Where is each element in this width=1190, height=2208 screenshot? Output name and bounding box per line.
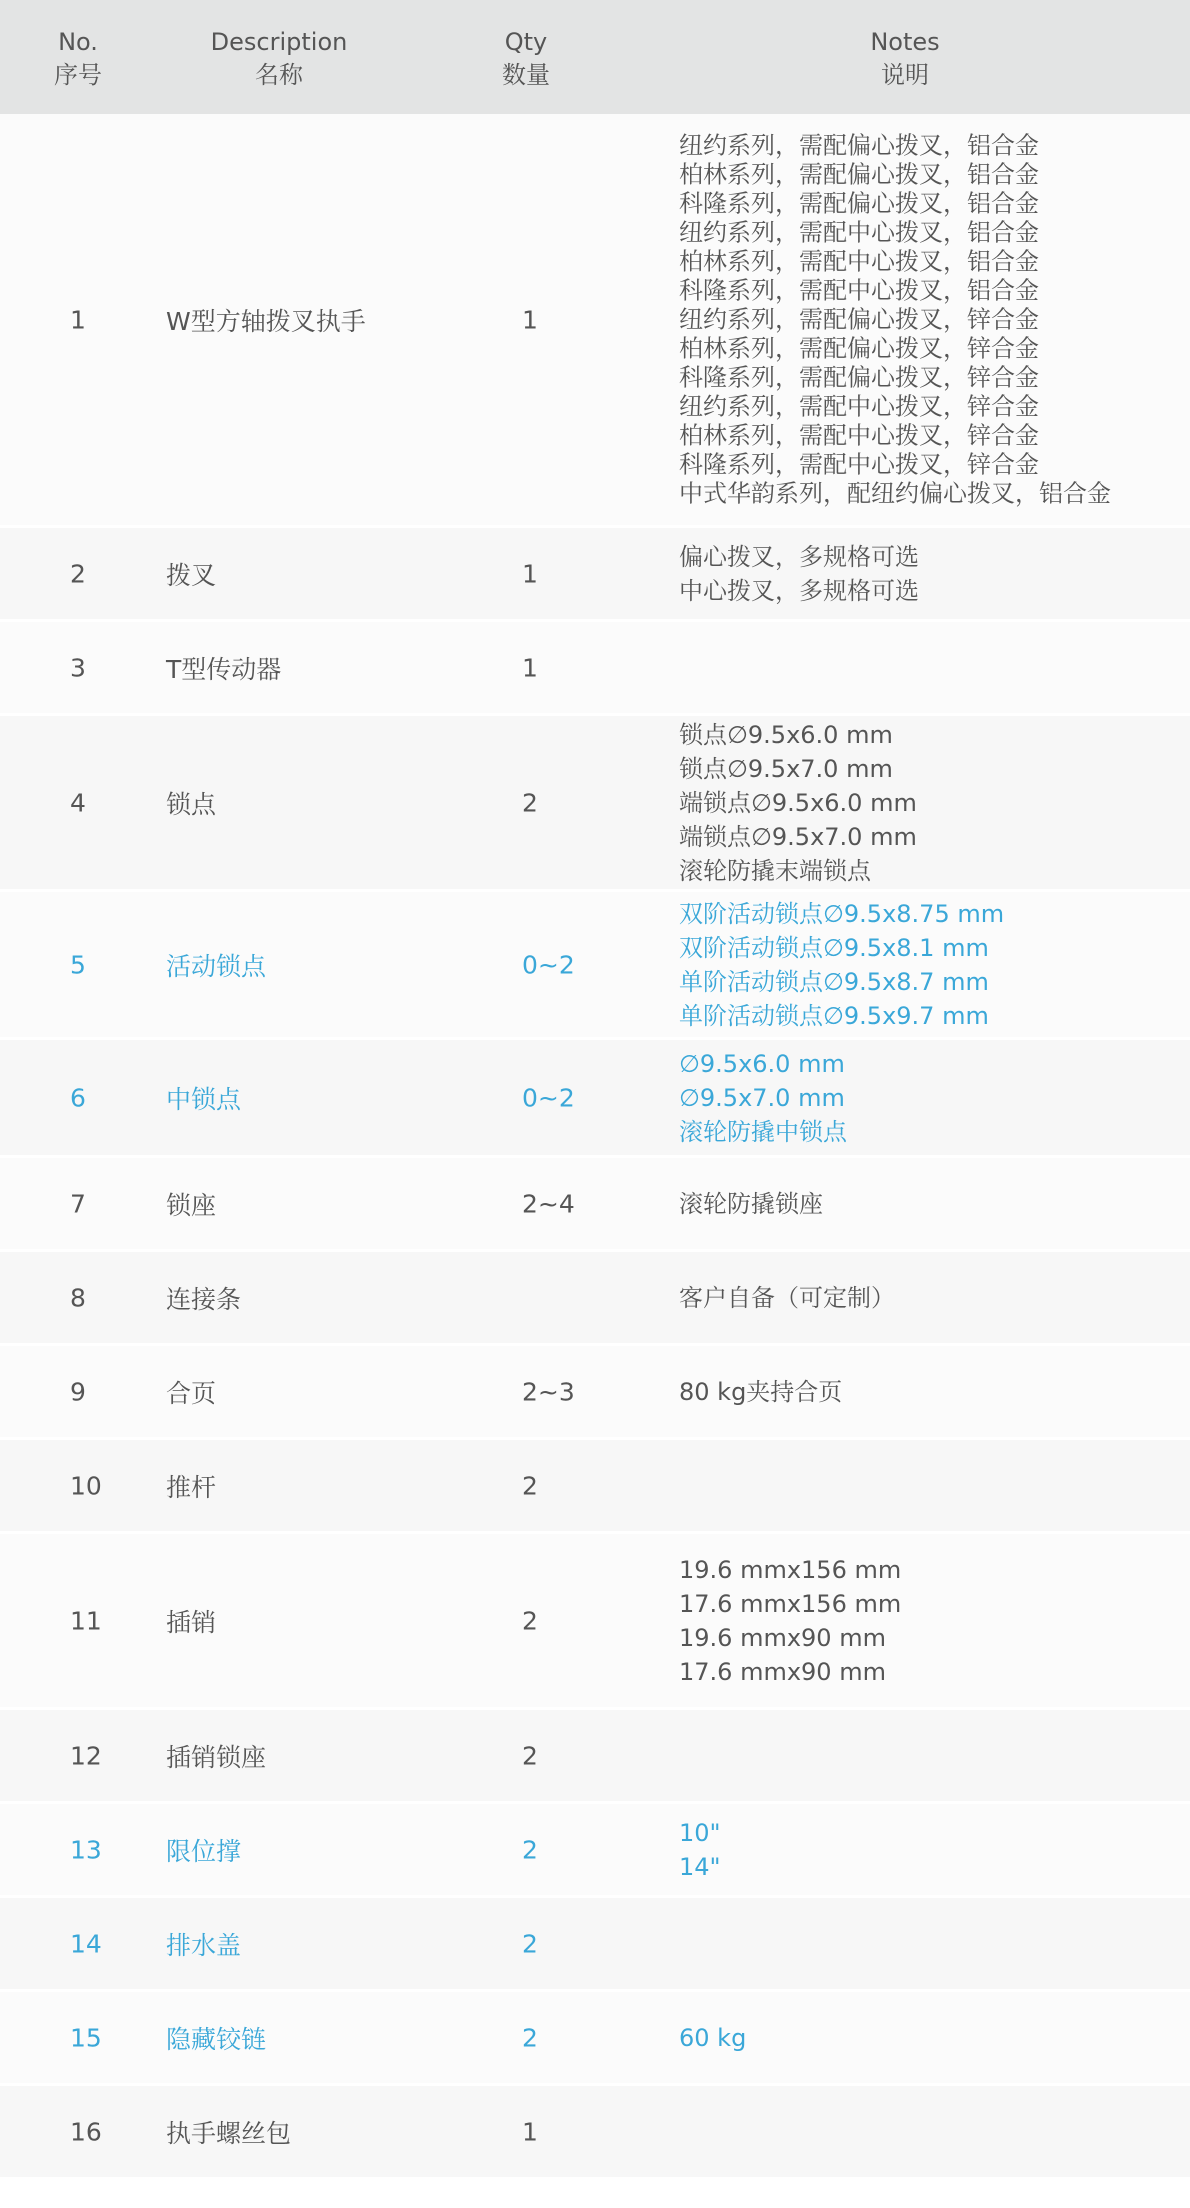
note-line: 科隆系列，需配中心拨叉，铝合金 (679, 276, 1039, 304)
header-no-en: No. (58, 28, 98, 56)
row-quantity: 2~4 (522, 1189, 575, 1218)
table-body (0, 114, 1190, 2180)
table-row (0, 892, 1190, 1040)
table-row (0, 1252, 1190, 1346)
note-line: 端锁点∅9.5x7.0 mm (679, 822, 917, 851)
note-line: 双阶活动锁点∅9.5x8.1 mm (679, 933, 989, 962)
row-description: W型方轴拨叉执手 (166, 306, 366, 336)
note-line: 80 kg夹持合页 (679, 1377, 843, 1406)
row-quantity: 1 (522, 653, 538, 682)
row-notes (679, 897, 1004, 1033)
table-row (0, 1534, 1190, 1710)
note-line: 10" (679, 1818, 721, 1847)
row-number: 14 (70, 1929, 102, 1958)
table-row (0, 1898, 1190, 1992)
row-notes (679, 1816, 721, 1884)
row-description: 推杆 (166, 1472, 217, 1502)
note-line: 中式华韵系列，配纽约偏心拨叉，铝合金 (679, 479, 1111, 507)
row-description: 活动锁点 (166, 951, 267, 981)
row-quantity: 2 (522, 1471, 538, 1500)
note-line: 科隆系列，需配偏心拨叉，铝合金 (679, 189, 1039, 217)
table-row (0, 528, 1190, 622)
table-row (0, 1992, 1190, 2086)
row-number: 15 (70, 2023, 102, 2052)
table-row (0, 1440, 1190, 1534)
note-line: 锁点∅9.5x7.0 mm (679, 754, 893, 783)
row-notes (679, 718, 917, 888)
note-line: 19.6 mmx90 mm (679, 1623, 886, 1652)
note-line: 双阶活动锁点∅9.5x8.75 mm (679, 899, 1005, 928)
note-line: 偏心拨叉，多规格可选 (679, 542, 919, 571)
note-line: 14" (679, 1852, 721, 1881)
row-quantity: 2 (522, 788, 538, 817)
row-quantity: 2 (522, 1606, 538, 1635)
row-number: 11 (70, 1606, 102, 1635)
row-number: 8 (70, 1283, 86, 1312)
row-description: 排水盖 (166, 1930, 242, 1960)
row-description: 锁座 (166, 1190, 217, 1220)
header-no-cn: 序号 (54, 61, 102, 89)
row-quantity: 1 (522, 2117, 538, 2146)
note-line: 锁点∅9.5x6.0 mm (679, 720, 893, 749)
note-line: 柏林系列，需配中心拨叉，锌合金 (679, 421, 1039, 449)
row-notes (679, 1281, 895, 1315)
row-quantity: 2 (522, 1741, 538, 1770)
note-line: ∅9.5x7.0 mm (679, 1083, 845, 1112)
row-description: 拨叉 (166, 560, 217, 590)
row-quantity: 2~3 (522, 1377, 575, 1406)
note-line: 17.6 mmx156 mm (679, 1589, 902, 1618)
row-quantity: 0~2 (522, 1083, 575, 1112)
note-line: ∅9.5x6.0 mm (679, 1049, 845, 1078)
note-line: 科隆系列，需配中心拨叉，锌合金 (679, 450, 1039, 478)
row-number: 6 (70, 1083, 86, 1112)
note-line: 滚轮防撬中锁点 (679, 1117, 847, 1146)
row-description: 插销锁座 (166, 1742, 267, 1772)
header-notes-cn: 说明 (881, 61, 929, 89)
row-notes (679, 1187, 823, 1221)
note-line: 滚轮防撬锁座 (679, 1189, 823, 1218)
header-desc (204, 26, 354, 92)
row-description: 锁点 (166, 789, 217, 819)
table-row (0, 1710, 1190, 1804)
note-line: 单阶活动锁点∅9.5x8.7 mm (679, 967, 989, 996)
table-row (0, 1040, 1190, 1158)
note-line: 柏林系列，需配偏心拨叉，锌合金 (679, 334, 1039, 362)
row-quantity: 2 (522, 2023, 538, 2052)
row-number: 5 (70, 950, 86, 979)
row-notes (679, 2021, 746, 2055)
table-row (0, 716, 1190, 892)
row-description: 中锁点 (166, 1084, 242, 1114)
row-notes (679, 1553, 901, 1689)
row-quantity: 1 (522, 305, 538, 334)
row-number: 9 (70, 1377, 86, 1406)
row-quantity: 1 (522, 559, 538, 588)
note-line: 19.6 mmx156 mm (679, 1555, 902, 1584)
header-desc-cn: 名称 (255, 61, 303, 89)
note-line: 17.6 mmx90 mm (679, 1657, 886, 1686)
note-line: 滚轮防撬末端锁点 (679, 856, 871, 885)
note-line: 纽约系列，需配偏心拨叉，铝合金 (679, 131, 1039, 159)
row-notes (679, 1047, 847, 1149)
row-quantity: 2 (522, 1835, 538, 1864)
row-notes (679, 131, 1111, 508)
table-header (0, 0, 1190, 114)
note-line: 纽约系列，需配中心拨叉，锌合金 (679, 392, 1039, 420)
header-qty-cn: 数量 (502, 61, 550, 89)
row-number: 16 (70, 2117, 102, 2146)
row-description: 插销 (166, 1607, 217, 1637)
row-notes (679, 1375, 842, 1409)
row-notes (679, 540, 919, 608)
row-number: 10 (70, 1471, 102, 1500)
table-row (0, 1804, 1190, 1898)
table-row (0, 1346, 1190, 1440)
table-row (0, 622, 1190, 716)
row-number: 7 (70, 1189, 86, 1218)
row-quantity: 2 (522, 1929, 538, 1958)
row-number: 1 (70, 305, 86, 334)
row-number: 12 (70, 1741, 102, 1770)
row-description: 执手螺丝包 (166, 2118, 292, 2148)
note-line: 柏林系列，需配中心拨叉，铝合金 (679, 247, 1039, 275)
row-description: 合页 (166, 1378, 217, 1408)
note-line: 纽约系列，需配中心拨叉，铝合金 (679, 218, 1039, 246)
row-quantity: 0~2 (522, 950, 575, 979)
header-notes-en: Notes (870, 28, 940, 56)
row-number: 2 (70, 559, 86, 588)
row-description: T型传动器 (166, 654, 282, 684)
row-number: 13 (70, 1835, 102, 1864)
row-description: 连接条 (166, 1284, 242, 1314)
table-row (0, 114, 1190, 528)
table-row (0, 2086, 1190, 2180)
row-number: 3 (70, 653, 86, 682)
note-line: 单阶活动锁点∅9.5x9.7 mm (679, 1001, 989, 1030)
header-no (48, 26, 108, 92)
note-line: 客户自备（可定制） (679, 1283, 895, 1312)
header-qty-en: Qty (504, 28, 548, 56)
header-desc-en: Description (210, 28, 348, 56)
table-row (0, 1158, 1190, 1252)
header-qty (496, 26, 556, 92)
row-description: 限位撑 (166, 1836, 242, 1866)
header-notes (850, 26, 960, 92)
note-line: 柏林系列，需配偏心拨叉，铝合金 (679, 160, 1039, 188)
note-line: 中心拨叉，多规格可选 (679, 576, 919, 605)
row-number: 4 (70, 788, 86, 817)
note-line: 60 kg (679, 2023, 747, 2052)
note-line: 科隆系列，需配偏心拨叉，锌合金 (679, 363, 1039, 391)
note-line: 纽约系列，需配偏心拨叉，锌合金 (679, 305, 1039, 333)
note-line: 端锁点∅9.5x6.0 mm (679, 788, 917, 817)
row-description: 隐藏铰链 (166, 2024, 267, 2054)
